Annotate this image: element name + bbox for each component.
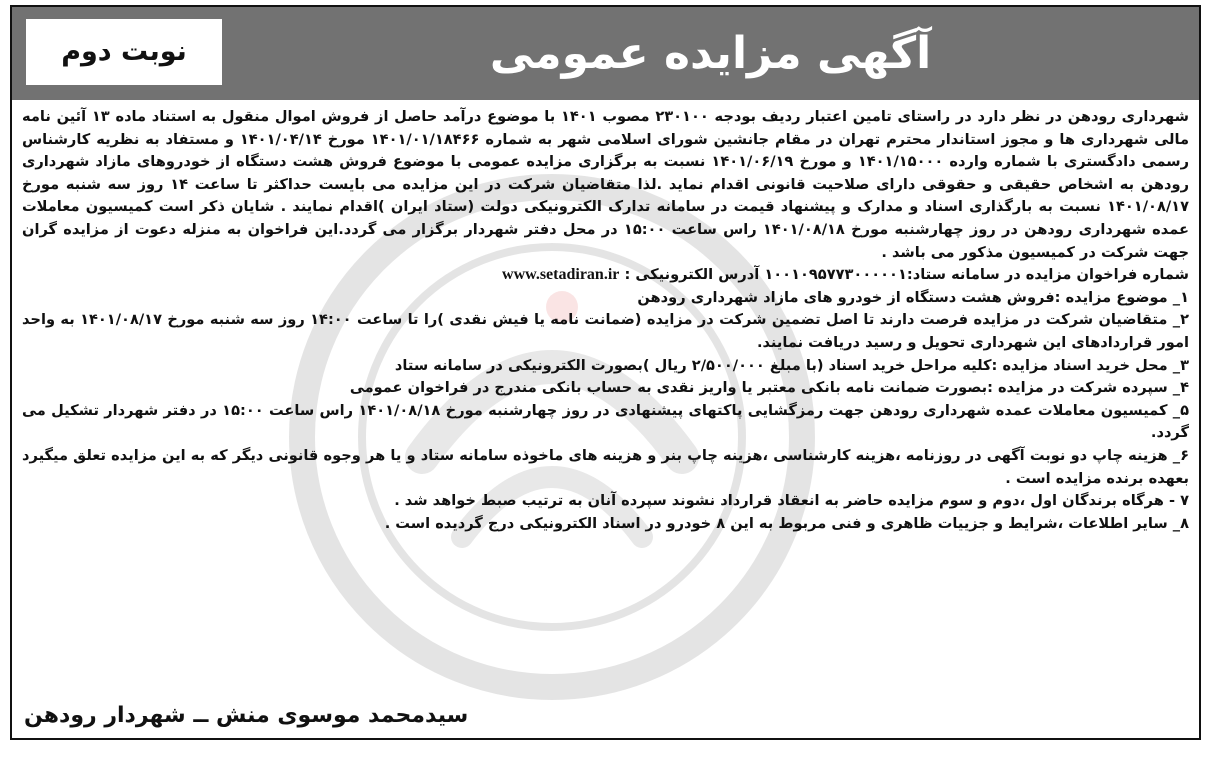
list-item: ۳_ محل خرید اسناد مزایده :کلیه مراحل خرید اسناد (با مبلغ ۲/۵۰۰/۰۰۰ ریال )بصورت الکترونیکی در سامانه ستاد	[394, 356, 1189, 374]
setad-website-link[interactable]: www.setadiran.ir	[502, 266, 620, 284]
header-band	[12, 7, 1199, 100]
announcement-body	[22, 106, 1189, 535]
advertisement-frame	[10, 5, 1201, 740]
intro-paragraph: شهرداری رودهن در نظر دارد در راستای تامین اعتبار ردیف بودجه ۲۳۰۱۰۰ مصوب ۱۴۰۱ با موضوع درآمد حاصل از فروش اموال منقول به استناد ماده ۱۳ آئین نامه مالی شهرداری ها و مجوز استاندار محترم تهران در مقام جانشین شورای اسلامی شهر به شماره ۱۴۰۱/۰۱/۱۸۴۶۶ مورخ ۱۴۰۱/۰۴/۱۴ و مستفاد به نظریه کارشناس رسمی دادگستری با شماره وارده ۱۴۰۱/۱۵۰۰۰ و مورخ ۱۴۰۱/۰۶/۱۹ نسبت به برگزاری مزایده عمومی با موضوع فروش هشت دستگاه از خودروهای مازاد شهرداری رودهن به اشخاص حقیقی و حقوقی دارای صلاحیت قانونی اقدام نماید .لذا متقاضیان شرکت در این مزایده می بایست حداکثر تا ساعت ۱۴ روز سه شنبه مورخ ۱۴۰۱/۰۸/۱۷ نسبت به بارگذاری اسناد و مدارک و پیشنهاد قیمت در سامانه تدارک الکترونیکی دولت (ستاد ایران )اقدام نمایند . شایان ذکر است کمیسیون معاملات عمده شهرداری رودهن در روز چهارشنبه مورخ ۱۴۰۱/۰۸/۱۸ راس ساعت ۱۵:۰۰ در محل دفتر شهردار برگزار می گردد.این فراخوان به منزله دعوت از مزایده گران جهت شرکت در کمیسیون مذکور می باشد .	[22, 108, 1189, 261]
signature: سیدمحمد موسوی منش ــ شهردار رودهن	[24, 703, 469, 728]
list-item: ۱_ موضوع مزایده :فروش هشت دستگاه از خودرو های مازاد شهرداری رودهن	[637, 288, 1189, 306]
list-item: ۷ - هرگاه برندگان اول ،دوم و سوم مزایده حاضر به انعقاد قرارداد نشوند سپرده آنان به ترتیب صبط خواهد شد .	[394, 492, 1189, 510]
page-title: آگهی مزایده عمومی	[489, 28, 932, 79]
list-item: ۲_ متقاضیان شرکت در مزایده فرصت دارند تا اصل تضمین شرکت در مزایده (ضمانت نامه یا فیش نقدی )را تا ساعت ۱۴:۰۰ روز سه شنبه مورخ ۱۴۰۱/۰۸/۱۷ به واحد امور قراردادهای این شهرداری تحویل و رسید دریافت نمایند.	[22, 311, 1189, 351]
list-item: ۵_ کمیسیون معاملات عمده شهرداری رودهن جهت رمزگشایی پاکتهای پیشنهادی در روز چهارشنبه مورخ ۱۴۰۱/۰۸/۱۸ راس ساعت ۱۵:۰۰ در دفتر شهردار تشکیل می گردد.	[22, 401, 1189, 442]
call-number-label: شماره فراخوان مزایده در سامانه ستاد:۱۰۰۱۰۹۵۷۷۳۰۰۰۰۰۱ آدرس الکترونیکی :	[624, 266, 1189, 284]
list-item: ۶_ هزینه چاپ دو نوبت آگهی در روزنامه ،هزینه کارشناسی ،هزینه چاپ بنر و هزینه های ماخوذه سامانه ستاد و یا هر وجوه قانونی دیگر که به این مزایده تعلق میگیرد بعهده برنده مزایده است .	[22, 446, 1189, 487]
list-item: ۸_ سایر اطلاعات ،شرایط و جزییات ظاهری و فنی مربوط به این ۸ خودرو در اسناد الکترونیکی درج گردیده است .	[384, 514, 1189, 532]
round-badge: نوبت دوم	[26, 19, 222, 85]
call-number-line	[22, 264, 1189, 287]
list-item: ۴_ سپرده شرکت در مزایده :بصورت ضمانت نامه بانکی معتبر یا واریز نقدی به حساب بانکی مندرج در فراخوان عمومی	[349, 379, 1189, 397]
